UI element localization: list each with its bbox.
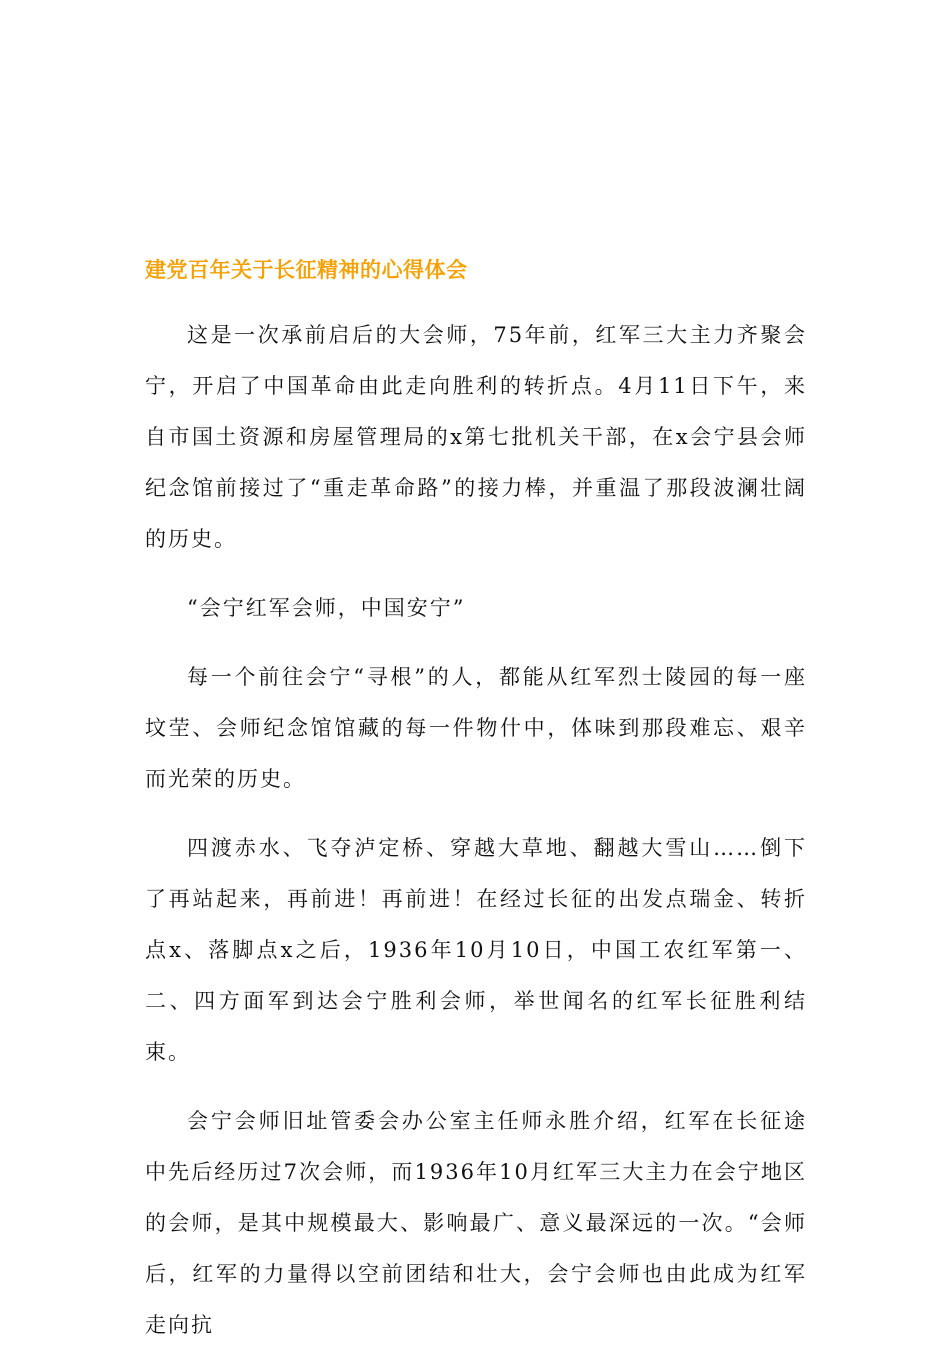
paragraph-long-march: 四渡赤水、飞夺泸定桥、穿越大草地、翻越大雪山……倒下了再站起来，再前进！再前进！在经过长征的出发点瑞金、转折点x、落脚点x之后，1936年10月10日，中国工农红军第一、二、四方面军到达会宁胜利会师，举世闻名的红军长征胜利结束。	[145, 836, 807, 1064]
paragraph-subheading: “会宁红军会师，中国安宁”	[187, 596, 466, 620]
paragraph-spacer	[145, 805, 807, 823]
paragraph-spacer	[145, 565, 807, 583]
title-spacer	[145, 288, 807, 310]
document-body	[145, 252, 807, 1351]
paragraph-reunion: 会宁会师旧址管委会办公室主任师永胜介绍，红军在长征途中先后经历过7次会师，而1936年10月红军三大主力在会宁地区的会师，是其中规模最大、影响最广、意义最深远的一次。“会师后，红军的力量得以空前团结和壮大，会宁会师也由此成为红军走向抗	[145, 1109, 807, 1337]
document-title: 建党百年关于长征精神的心得体会	[145, 258, 468, 282]
paragraph-intro: 这是一次承前启后的大会师，75年前，红军三大主力齐聚会宁，开启了中国革命由此走向胜利的转折点。4月11日下午，来自市国土资源和房屋管理局的x第七批机关干部，在x会宁县会师纪念馆前接过了“重走革命路”的接力棒，并重温了那段波澜壮阔的历史。	[145, 323, 807, 551]
paragraph-spacer	[145, 634, 807, 652]
paragraph-spacer	[145, 1078, 807, 1096]
paragraph-root-seeking: 每一个前往会宁“寻根”的人，都能从红军烈士陵园的每一座坟茔、会师纪念馆馆藏的每一件物什中，体味到那段难忘、艰辛而光荣的历史。	[145, 665, 807, 791]
